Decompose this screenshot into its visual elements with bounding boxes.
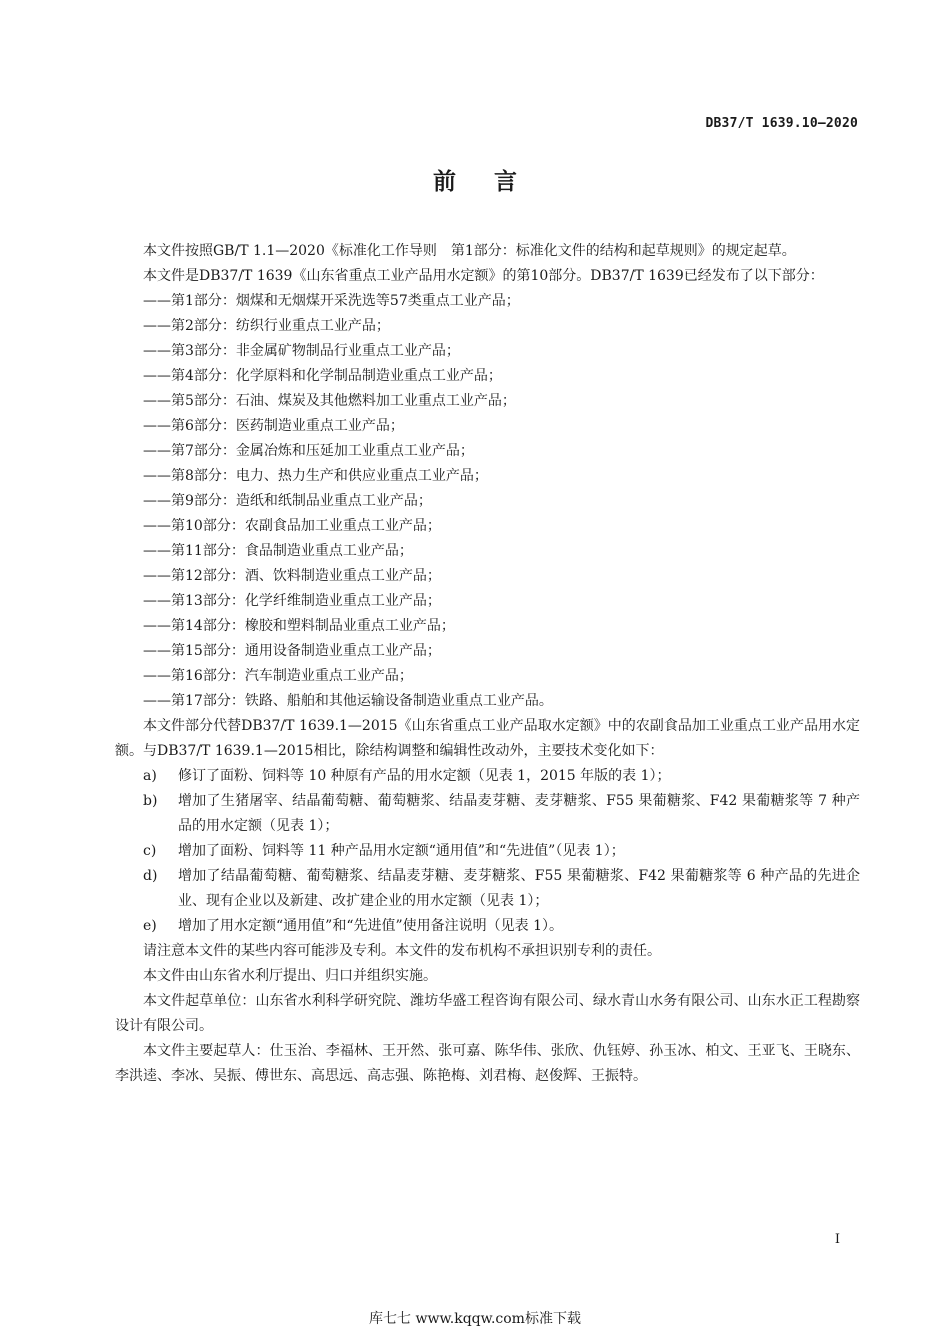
part-list-item: ——第15部分：通用设备制造业重点工业产品； bbox=[143, 643, 441, 659]
change-marker: d) bbox=[143, 868, 158, 884]
main-drafters: 本文件主要起草人：仕玉治、李福林、王开然、张可嘉、陈华伟、张欣、仇钰婷、孙玉冰、柏文、王亚飞、王晓东、李洪逵、李冰、吴振、傅世东、高思远、高志强、陈艳梅、刘君梅、赵俊辉、王振特。 bbox=[115, 1043, 860, 1084]
proposer-statement: 本文件由山东省水利厅提出、归口并组织实施。 bbox=[143, 968, 437, 984]
change-list-item bbox=[115, 839, 860, 864]
change-list-item bbox=[115, 914, 860, 939]
drafting-units: 本文件起草单位：山东省水利科学研究院、潍坊华盛工程咨询有限公司、绿水青山水务有限公司、山东水正工程勘察设计有限公司。 bbox=[115, 993, 860, 1034]
change-text: 增加了用水定额“通用值”和“先进值”使用备注说明（见表 1）。 bbox=[178, 918, 563, 934]
part-list-item: ——第6部分：医药制造业重点工业产品； bbox=[143, 418, 404, 434]
part-list-item: ——第17部分：铁路、船舶和其他运输设备制造业重点工业产品。 bbox=[143, 693, 553, 709]
change-text: 增加了结晶葡萄糖、葡萄糖浆、结晶麦芽糖、麦芽糖浆、F55 果葡糖浆、F42 果葡糖浆等 6 种产品的先进企业、现有企业以及新建、改扩建企业的用水定额（见表 1）； bbox=[178, 868, 860, 909]
part-list-item: ——第2部分：纺织行业重点工业产品； bbox=[143, 318, 390, 334]
change-marker: e) bbox=[143, 918, 157, 934]
change-marker: a) bbox=[143, 768, 157, 784]
change-list-item bbox=[115, 789, 860, 839]
change-text: 增加了面粉、饲料等 11 种产品用水定额“通用值”和“先进值”（见表 1）； bbox=[178, 843, 625, 859]
change-text: 修订了面粉、饲料等 10 种原有产品的用水定额（见表 1，2015 年版的表 1）； bbox=[178, 768, 671, 784]
part-list-item: ——第7部分：金属冶炼和压延加工业重点工业产品； bbox=[143, 443, 474, 459]
change-text: 增加了生猪屠宰、结晶葡萄糖、葡萄糖浆、结晶麦芽糖、麦芽糖浆、F55 果葡糖浆、F42 果葡糖浆等 7 种产品的用水定额（见表 1）； bbox=[178, 793, 860, 834]
part-list-item: ——第1部分：烟煤和无烟煤开采洗选等57类重点工业产品； bbox=[143, 293, 520, 309]
title-char-1: 前 bbox=[433, 169, 456, 195]
part-list-item: ——第9部分：造纸和纸制品业重点工业产品； bbox=[143, 493, 432, 509]
part-list-item: ——第4部分：化学原料和化学制品制造业重点工业产品； bbox=[143, 368, 502, 384]
intro-paragraph-1: 本文件按照GB/T 1.1—2020《标准化工作导则 第1部分：标准化文件的结构和起草规则》的规定起草。 bbox=[143, 243, 796, 259]
change-list-item bbox=[115, 764, 860, 789]
part-list-item: ——第13部分：化学纤维制造业重点工业产品； bbox=[143, 593, 441, 609]
footer-watermark: 库七七 www.kqqw.com标准下载 bbox=[369, 1311, 581, 1327]
change-marker: c) bbox=[143, 843, 157, 859]
part-list-item: ——第11部分：食品制造业重点工业产品； bbox=[143, 543, 413, 559]
part-list-item: ——第3部分：非金属矿物制品行业重点工业产品； bbox=[143, 343, 460, 359]
part-list-item: ——第5部分：石油、煤炭及其他燃料加工业重点工业产品； bbox=[143, 393, 516, 409]
change-marker: b) bbox=[143, 793, 158, 809]
patent-notice: 请注意本文件的某些内容可能涉及专利。本文件的发布机构不承担识别专利的责任。 bbox=[143, 943, 661, 959]
document-code: DB37/T 1639.10—2020 bbox=[705, 116, 858, 131]
part-list-item: ——第10部分：农副食品加工业重点工业产品； bbox=[143, 518, 441, 534]
change-list-item bbox=[115, 864, 860, 914]
page-title bbox=[0, 163, 950, 196]
part-list-item: ——第16部分：汽车制造业重点工业产品； bbox=[143, 668, 413, 684]
replacement-paragraph: 本文件部分代替DB37/T 1639.1—2015《山东省重点工业产品取水定额》中的农副食品加工业重点工业产品用水定额。与DB37/T 1639.1—2015相比，除结构调整和编辑性改动外，主要技术变化如下： bbox=[115, 718, 860, 759]
title-char-2: 言 bbox=[494, 169, 517, 195]
part-list-item: ——第8部分：电力、热力生产和供应业重点工业产品； bbox=[143, 468, 488, 484]
intro-paragraph-2: 本文件是DB37/T 1639《山东省重点工业产品用水定额》的第10部分。DB37/T 1639已经发布了以下部分： bbox=[143, 268, 824, 284]
part-list-item: ——第12部分：酒、饮料制造业重点工业产品； bbox=[143, 568, 441, 584]
page-number: I bbox=[834, 1232, 840, 1247]
document-body bbox=[115, 239, 860, 1089]
part-list-item: ——第14部分：橡胶和塑料制品业重点工业产品； bbox=[143, 618, 455, 634]
